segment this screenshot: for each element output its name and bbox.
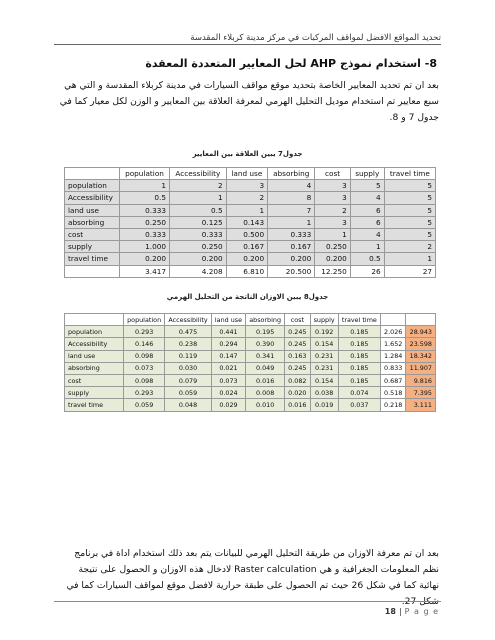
table-cell: 0.833 <box>380 362 405 374</box>
table-cell: 0.008 <box>246 387 285 399</box>
table-cell: 0.146 <box>124 338 165 350</box>
header-rule <box>54 44 441 45</box>
table-row <box>65 192 436 204</box>
table-row <box>65 374 436 386</box>
table-cell: 0.059 <box>165 387 212 399</box>
table7-header-cell: population <box>120 168 170 180</box>
table-cell: 1 <box>170 192 227 204</box>
table-cell: 0.250 <box>315 241 351 253</box>
table-cell: 5 <box>384 204 435 216</box>
table-cell: 5 <box>384 180 435 192</box>
table-row <box>65 241 436 253</box>
table7-header-cell: travel time <box>384 168 435 180</box>
table8-header-cell <box>406 314 436 326</box>
table-cell: 0.200 <box>268 253 315 265</box>
page-label: P a g e <box>404 607 439 616</box>
row-label-cell: absorbing <box>65 362 124 374</box>
table-cell: 0.024 <box>211 387 245 399</box>
table-cell: 5 <box>384 192 435 204</box>
table-cell: 0.074 <box>338 387 380 399</box>
table-cell: 0.167 <box>226 241 267 253</box>
table-row <box>65 216 436 228</box>
row-label-cell: supply <box>65 241 120 253</box>
paragraph-intro: بعد ان تم تحديد المعايير الخاصة بتحديد موقع مواقف السيارات في مدينة كربلاء المقدسة و التي هي سبع معايير تم استخدام موديل التحليل الهرمي لمعرفة العلاقة بين المعايير و الوزن لكل معيار كما في جدول 7 و 8. <box>59 80 439 123</box>
table-cell: 5 <box>350 180 384 192</box>
table-cell: 0.185 <box>338 350 380 362</box>
table7-header-cell: Accessibility <box>170 168 227 180</box>
table-cell: 0.147 <box>211 350 245 362</box>
table-cell: 0.5 <box>350 253 384 265</box>
table-cell: 0.231 <box>310 350 338 362</box>
table-cell: 0.192 <box>310 326 338 338</box>
table-cell: 6.810 <box>226 265 267 277</box>
table-cell: 0.082 <box>285 374 310 386</box>
table-cell: 0.019 <box>310 399 338 411</box>
table-cell: 0.073 <box>211 374 245 386</box>
footer-separator: | <box>398 607 402 616</box>
table-cell: 4 <box>268 180 315 192</box>
table-cell: 2.026 <box>380 326 405 338</box>
table-cell: 0.119 <box>165 350 212 362</box>
row-label-cell: Accessibility <box>65 192 120 204</box>
table7-caption: جدول7 يبين العلاقة بين المعايير <box>192 150 303 158</box>
table-cell: 3 <box>226 180 267 192</box>
table-cell: 0.218 <box>380 399 405 411</box>
table-cell: 0.687 <box>380 374 405 386</box>
table-cell: 0.049 <box>246 362 285 374</box>
table-cell: 0.016 <box>285 399 310 411</box>
table7-header-cell: absorbing <box>268 168 315 180</box>
table-row <box>65 326 436 338</box>
table8-header-cell <box>380 314 405 326</box>
table-cell: 0.333 <box>120 204 170 216</box>
table8-header-cell: absorbing <box>246 314 285 326</box>
table-cell: 0.294 <box>211 338 245 350</box>
table-cell: 1 <box>384 253 435 265</box>
table-cell: 20.500 <box>268 265 315 277</box>
table-row <box>65 253 436 265</box>
table-cell: 0.250 <box>170 241 227 253</box>
row-label-cell: population <box>65 180 120 192</box>
table-cell: 0.518 <box>380 387 405 399</box>
table8-header-cell: supply <box>310 314 338 326</box>
table-row <box>65 362 436 374</box>
table-cell: 0.333 <box>268 228 315 240</box>
row-label-cell: land use <box>65 204 120 216</box>
table-cell: 4 <box>350 228 384 240</box>
table7-header-cell <box>65 168 120 180</box>
table-cell: 0.231 <box>310 362 338 374</box>
table7-header-cell: land use <box>226 168 267 180</box>
page-footer <box>385 607 439 616</box>
table-cell: 0.185 <box>338 374 380 386</box>
table-cell: 0.333 <box>120 228 170 240</box>
weights-table <box>64 313 436 412</box>
row-label-cell: absorbing <box>65 216 120 228</box>
table-cell: 0.079 <box>165 374 212 386</box>
table-cell: 0.5 <box>120 192 170 204</box>
table-cell: 3 <box>315 192 351 204</box>
table-cell: 1 <box>268 216 315 228</box>
table-cell: 0.195 <box>246 326 285 338</box>
table-cell: 0.154 <box>310 338 338 350</box>
table-row <box>65 399 436 411</box>
table-cell: 0.059 <box>124 399 165 411</box>
table8-header-cell: population <box>124 314 165 326</box>
pairwise-comparison-table <box>64 167 436 278</box>
page-number: 18 <box>384 607 396 616</box>
table-cell: 3.417 <box>120 265 170 277</box>
table-cell: 0.293 <box>124 326 165 338</box>
table-cell: 0.048 <box>165 399 212 411</box>
table8-header-cell: Accessibility <box>165 314 212 326</box>
table-row <box>65 228 436 240</box>
table-cell: 0.098 <box>124 350 165 362</box>
table-cell: 11.907 <box>406 362 436 374</box>
table-cell: 0.245 <box>285 326 310 338</box>
table-row <box>65 387 436 399</box>
running-header: تحديد المواقع الافضل لمواقف المركبات في مركز مدينة كربلاء المقدسة <box>190 33 441 43</box>
row-label-cell: Accessibility <box>65 338 124 350</box>
table7-header-row <box>65 168 436 180</box>
table-cell: 5 <box>384 216 435 228</box>
table-cell: 0.185 <box>338 326 380 338</box>
table-cell: 0.038 <box>310 387 338 399</box>
row-label-cell <box>65 265 120 277</box>
table-cell: 2 <box>170 180 227 192</box>
table-cell: 12.250 <box>315 265 351 277</box>
row-label-cell: travel time <box>65 399 124 411</box>
table-cell: 8 <box>268 192 315 204</box>
table-cell: 6 <box>350 204 384 216</box>
row-label-cell: cost <box>65 228 120 240</box>
table-cell: 0.500 <box>226 228 267 240</box>
table-row <box>65 338 436 350</box>
table-cell: 28.943 <box>406 326 436 338</box>
table-cell: 0.167 <box>268 241 315 253</box>
table8-header-cell <box>65 314 124 326</box>
row-label-cell: cost <box>65 374 124 386</box>
table-cell: 23.598 <box>406 338 436 350</box>
row-label-cell: travel time <box>65 253 120 265</box>
table-cell: 26 <box>350 265 384 277</box>
table-cell: 0.020 <box>285 387 310 399</box>
table-cell: 0.238 <box>165 338 212 350</box>
table-cell: 0.185 <box>338 362 380 374</box>
table-cell: 1.284 <box>380 350 405 362</box>
table-cell: 2 <box>315 204 351 216</box>
table-cell: 0.016 <box>246 374 285 386</box>
table-cell: 0.125 <box>170 216 227 228</box>
table8-header-cell: cost <box>285 314 310 326</box>
table-cell: 1.652 <box>380 338 405 350</box>
table-cell: 0.5 <box>170 204 227 216</box>
table-cell: 0.200 <box>315 253 351 265</box>
table-cell: 5 <box>384 228 435 240</box>
table-cell: 4.208 <box>170 265 227 277</box>
row-label-cell: supply <box>65 387 124 399</box>
table-cell: 0.441 <box>211 326 245 338</box>
table-cell: 0.021 <box>211 362 245 374</box>
table-cell: 0.037 <box>338 399 380 411</box>
table-cell: 0.390 <box>246 338 285 350</box>
table-cell: 2 <box>384 241 435 253</box>
table-cell: 0.073 <box>124 362 165 374</box>
table-cell: 1 <box>350 241 384 253</box>
row-label-cell: land use <box>65 350 124 362</box>
row-label-cell: population <box>65 326 124 338</box>
table-cell: 3.111 <box>406 399 436 411</box>
table-cell: 0.154 <box>310 374 338 386</box>
table8-caption: جدول8 يبين الاوزان الناتجة من التحليل الهرمي <box>166 293 329 301</box>
table-cell: 7 <box>268 204 315 216</box>
table-row <box>65 350 436 362</box>
table-cell: 0.341 <box>246 350 285 362</box>
table-cell: 1 <box>315 228 351 240</box>
table-row <box>65 180 436 192</box>
table-cell: 0.030 <box>165 362 212 374</box>
footer-rule <box>54 601 441 602</box>
table-cell: 3 <box>315 216 351 228</box>
table-cell: 1 <box>120 180 170 192</box>
table-cell: 0.293 <box>124 387 165 399</box>
section-heading: 8- استخدام نموذج AHP لحل المعايير المتعددة المعقدة <box>145 57 437 70</box>
table-cell: 27 <box>384 265 435 277</box>
table8-header-cell: land use <box>211 314 245 326</box>
table-cell: 0.010 <box>246 399 285 411</box>
table-cell: 0.200 <box>226 253 267 265</box>
table-cell: 0.250 <box>120 216 170 228</box>
table-cell: 1 <box>226 204 267 216</box>
table-cell: 7.395 <box>406 387 436 399</box>
table-cell: 6 <box>350 216 384 228</box>
table-cell: 9.816 <box>406 374 436 386</box>
table-cell: 0.200 <box>170 253 227 265</box>
table8-header-row <box>65 314 436 326</box>
table-cell: 3 <box>315 180 351 192</box>
table-cell: 18.342 <box>406 350 436 362</box>
table-cell: 0.200 <box>120 253 170 265</box>
table-cell: 0.098 <box>124 374 165 386</box>
table8-header-cell: travel time <box>338 314 380 326</box>
table-cell: 0.029 <box>211 399 245 411</box>
table-row <box>65 265 436 277</box>
table-cell: 0.185 <box>338 338 380 350</box>
table-row <box>65 204 436 216</box>
table7-header-cell: supply <box>350 168 384 180</box>
table-cell: 0.163 <box>285 350 310 362</box>
table-cell: 0.143 <box>226 216 267 228</box>
paragraph-conclusion: بعد ان تم معرفة الاوزان من طريقة التحليل الهرمي للبيانات يتم بعد ذلك استخدام اداة في برنامج نظم المعلومات الجغرافية و هي Raster calculation لادخال هذه الاوزان و الحصول على نتيجة نهائية كما في شكل 26 حيث تم الحصول على طبقة حرارية لافضل موقع لمواقف السيارات كما في شكل 27. <box>66 548 439 607</box>
table7-header-cell: cost <box>315 168 351 180</box>
table-cell: 0.245 <box>285 362 310 374</box>
table-cell: 0.475 <box>165 326 212 338</box>
table-cell: 0.245 <box>285 338 310 350</box>
table-cell: 4 <box>350 192 384 204</box>
table-cell: 0.333 <box>170 228 227 240</box>
table-cell: 1.000 <box>120 241 170 253</box>
table-cell: 2 <box>226 192 267 204</box>
